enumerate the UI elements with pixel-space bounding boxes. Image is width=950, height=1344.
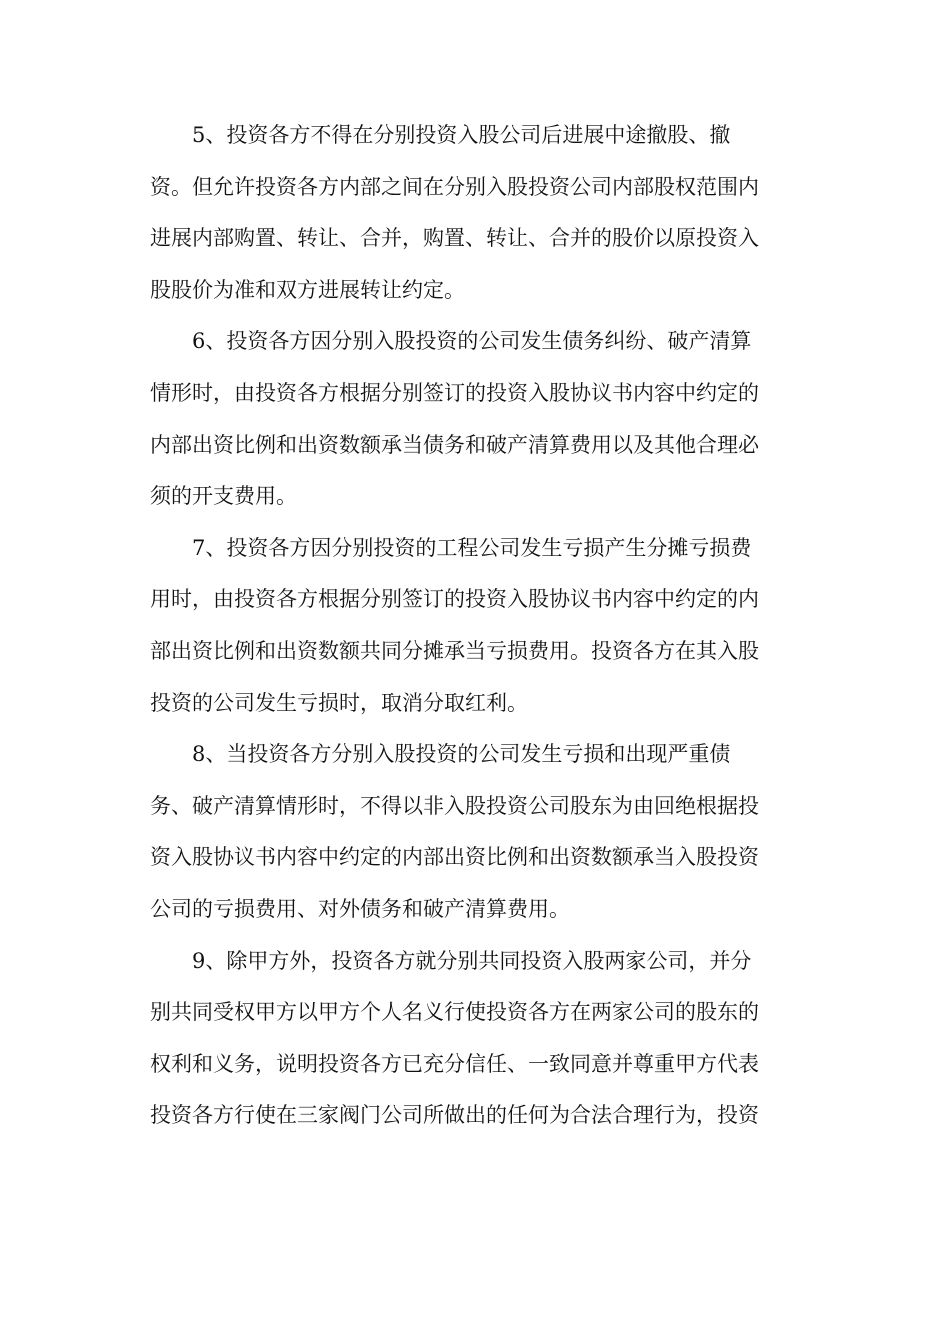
clause-9-line-2: 别共同受权甲方以甲方个人名义行使投资各方在两家公司的股东的 — [150, 1000, 759, 1025]
clause-9-line-3: 权利和义务，说明投资各方已充分信任、一致同意并尊重甲方代表 — [150, 1051, 759, 1076]
clause-9-line-1: 9、除甲方外，投资各方就分别共同投资入股两家公司，并分 — [192, 948, 752, 973]
clause-7-line-2: 用时，由投资各方根据分别签订的投资入股协议书内容中约定的内 — [150, 587, 759, 612]
clause-7 — [150, 523, 810, 729]
clause-5-line-1: 5、投资各方不得在分别投资入股公司后进展中途撤股、撤 — [192, 123, 731, 147]
document-body — [150, 110, 810, 1142]
clause-8-line-3: 资入股协议书内容中约定的内部出资比例和出资数额承当入股投资 — [150, 845, 759, 870]
clause-9-line-4: 投资各方行使在三家阀门公司所做出的任何为合法合理行为，投资 — [150, 1103, 759, 1128]
clause-5 — [150, 110, 810, 316]
clause-6 — [150, 316, 810, 522]
clause-7-line-4: 投资的公司发生亏损时，取消分取红利。 — [150, 690, 528, 715]
clause-8-line-4: 公司的亏损费用、对外债务和破产清算费用。 — [150, 896, 570, 921]
clause-8-line-1: 8、当投资各方分别入股投资的公司发生亏损和出现严重债 — [192, 742, 731, 767]
clause-6-line-2: 情形时，由投资各方根据分别签订的投资入股协议书内容中约定的 — [150, 380, 759, 405]
clause-6-line-3: 内部出资比例和出资数额承当债务和破产清算费用以及其他合理必 — [150, 432, 759, 457]
clause-9 — [150, 936, 810, 1142]
clause-5-line-4: 股股价为准和双方进展转让约定。 — [150, 277, 465, 302]
clause-7-line-1: 7、投资各方因分别投资的工程公司发生亏损产生分摊亏损费 — [192, 535, 752, 560]
clause-6-line-1: 6、投资各方因分别入股投资的公司发生债务纠纷、破产清算 — [192, 329, 752, 354]
clause-7-line-3: 部出资比例和出资数额共同分摊承当亏损费用。投资各方在其入股 — [150, 638, 759, 663]
clause-5-line-3: 进展内部购置、转让、合并，购置、转让、合并的股价以原投资入 — [150, 226, 759, 251]
clause-5-line-2: 资。但允许投资各方内部之间在分别入股投资公司内部股权范围内 — [150, 174, 759, 199]
clause-8-line-2: 务、破产清算情形时，不得以非入股投资公司股东为由回绝根据投 — [150, 793, 759, 818]
clause-8 — [150, 729, 810, 935]
clause-6-line-4: 须的开支费用。 — [150, 484, 297, 509]
